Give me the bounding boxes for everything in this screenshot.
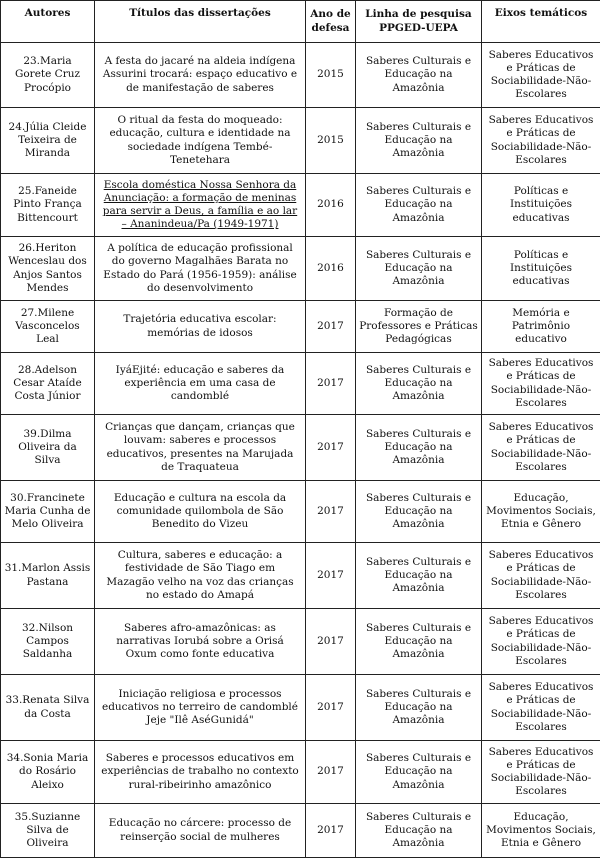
table-row bbox=[1, 301, 600, 353]
table-row bbox=[1, 108, 600, 174]
cell-autor: 32.Nilson Campos Saldanha bbox=[1, 609, 95, 675]
cell-titulo: Educação e cultura na escola da comunidade quilombola de São Benedito do Vizeu bbox=[95, 481, 306, 543]
cell-autor: 24.Júlia Cleide Teixeira de Miranda bbox=[1, 108, 95, 174]
cell-autor: 30.Francinete Maria Cunha de Melo Oliveira bbox=[1, 481, 95, 543]
table-row bbox=[1, 609, 600, 675]
cell-autor: 34.Sonia Maria do Rosário Aleixo bbox=[1, 741, 95, 804]
cell-eixo: Educação, Movimentos Sociais, Etnia e Gênero bbox=[482, 804, 600, 858]
cell-ano: 2017 bbox=[306, 804, 356, 858]
table-row bbox=[1, 543, 600, 609]
cell-ano: 2015 bbox=[306, 108, 356, 174]
cell-ano: 2017 bbox=[306, 353, 356, 415]
cell-ano: 2017 bbox=[306, 675, 356, 741]
cell-titulo: Educação no cárcere: processo de reinserção social de mulheres bbox=[95, 804, 306, 858]
cell-linha: Saberes Culturais e Educação na Amazônia bbox=[356, 609, 482, 675]
table-row bbox=[1, 804, 600, 858]
cell-titulo: Crianças que dançam, crianças que louvam: saberes e processos educativos, presentes na Marujada de Traquateua bbox=[95, 415, 306, 481]
table-row bbox=[1, 353, 600, 415]
header-row bbox=[1, 1, 600, 43]
cell-eixo: Saberes Educativos e Práticas de Sociabilidade-Não-Escolares bbox=[482, 609, 600, 675]
header-eixos: Eixos temáticos bbox=[482, 1, 600, 43]
cell-autor: 27.Milene Vasconcelos Leal bbox=[1, 301, 95, 353]
cell-eixo: Saberes Educativos e Práticas de Sociabilidade-Não-Escolares bbox=[482, 43, 600, 108]
cell-eixo: Educação, Movimentos Sociais, Etnia e Gênero bbox=[482, 481, 600, 543]
cell-eixo: Saberes Educativos e Práticas de Sociabilidade-Não-Escolares bbox=[482, 415, 600, 481]
cell-autor: 39.Dilma Oliveira da Silva bbox=[1, 415, 95, 481]
cell-titulo: Cultura, saberes e educação: a festividade de São Tiago em Mazagão velho na voz das crianças no estado do Amapá bbox=[95, 543, 306, 609]
cell-ano: 2017 bbox=[306, 741, 356, 804]
header-ano: Ano de defesa bbox=[306, 1, 356, 43]
cell-linha: Saberes Culturais e Educação na Amazônia bbox=[356, 43, 482, 108]
table-row bbox=[1, 43, 600, 108]
cell-titulo: IyáEjité: educação e saberes da experiência em uma casa de candomblé bbox=[95, 353, 306, 415]
cell-eixo: Políticas e Instituições educativas bbox=[482, 174, 600, 237]
cell-titulo: Saberes e processos educativos em experiências de trabalho no contexto rural-ribeirinho amazônico bbox=[95, 741, 306, 804]
cell-titulo: A festa do jacaré na aldeia indígena Assurini trocará: espaço educativo e de manifestação de saberes bbox=[95, 43, 306, 108]
table-row bbox=[1, 675, 600, 741]
header-linha: Linha de pesquisa PPGED-UEPA bbox=[356, 1, 482, 43]
cell-linha: Saberes Culturais e Educação na Amazônia bbox=[356, 741, 482, 804]
cell-titulo: Iniciação religiosa e processos educativos no terreiro de candomblé Jeje "Ilê AséGunidá" bbox=[95, 675, 306, 741]
cell-titulo: Trajetória educativa escolar: memórias de idosos bbox=[95, 301, 306, 353]
cell-autor: 23.Maria Gorete Cruz Procópio bbox=[1, 43, 95, 108]
cell-linha: Saberes Culturais e Educação na Amazônia bbox=[356, 108, 482, 174]
cell-eixo: Saberes Educativos e Práticas de Sociabilidade-Não-Escolares bbox=[482, 543, 600, 609]
cell-linha: Saberes Culturais e Educação na Amazônia bbox=[356, 675, 482, 741]
table-row bbox=[1, 741, 600, 804]
table-row bbox=[1, 237, 600, 301]
cell-eixo: Saberes Educativos e Práticas de Sociabilidade-Não-Escolares bbox=[482, 353, 600, 415]
cell-linha: Formação de Professores e Práticas Pedagógicas bbox=[356, 301, 482, 353]
table-row bbox=[1, 415, 600, 481]
cell-ano: 2017 bbox=[306, 301, 356, 353]
cell-ano: 2017 bbox=[306, 543, 356, 609]
cell-eixo: Saberes Educativos e Práticas de Sociabilidade-Não-Escolares bbox=[482, 108, 600, 174]
cell-eixo: Saberes Educativos e Práticas de Sociabilidade-Não-Escolares bbox=[482, 741, 600, 804]
table-row bbox=[1, 174, 600, 237]
cell-ano: 2017 bbox=[306, 415, 356, 481]
cell-ano: 2016 bbox=[306, 237, 356, 301]
cell-eixo: Saberes Educativos e Práticas de Sociabilidade-Não-Escolares bbox=[482, 675, 600, 741]
cell-linha: Saberes Culturais e Educação na Amazônia bbox=[356, 353, 482, 415]
cell-autor: 31.Marlon Assis Pastana bbox=[1, 543, 95, 609]
cell-linha: Saberes Culturais e Educação na Amazônia bbox=[356, 415, 482, 481]
cell-ano: 2017 bbox=[306, 481, 356, 543]
cell-autor: 25.Faneide Pinto França Bittencourt bbox=[1, 174, 95, 237]
cell-linha: Saberes Culturais e Educação na Amazônia bbox=[356, 481, 482, 543]
cell-titulo: Escola doméstica Nossa Senhora da Anunciação: a formação de meninas para servir a Deus, a família e ao lar – Ananindeua/Pa (1949-1971) bbox=[95, 174, 306, 237]
cell-autor: 33.Renata Silva da Costa bbox=[1, 675, 95, 741]
cell-ano: 2016 bbox=[306, 174, 356, 237]
cell-ano: 2017 bbox=[306, 609, 356, 675]
cell-eixo: Políticas e Instituições educativas bbox=[482, 237, 600, 301]
header-autores: Autores bbox=[1, 1, 95, 43]
cell-linha: Saberes Culturais e Educação na Amazônia bbox=[356, 174, 482, 237]
table-row bbox=[1, 481, 600, 543]
cell-linha: Saberes Culturais e Educação na Amazônia bbox=[356, 543, 482, 609]
cell-linha: Saberes Culturais e Educação na Amazônia bbox=[356, 237, 482, 301]
cell-autor: 28.Adelson Cesar Ataíde Costa Júnior bbox=[1, 353, 95, 415]
cell-ano: 2015 bbox=[306, 43, 356, 108]
cell-titulo: O ritual da festa do moqueado: educação, cultura e identidade na sociedade indígena Tembé-Tenetehara bbox=[95, 108, 306, 174]
cell-linha: Saberes Culturais e Educação na Amazônia bbox=[356, 804, 482, 858]
cell-autor: 26.Heriton Wenceslau dos Anjos Santos Mendes bbox=[1, 237, 95, 301]
cell-eixo: Memória e Patrimônio educativo bbox=[482, 301, 600, 353]
cell-autor: 35.Suzianne Silva de Oliveira bbox=[1, 804, 95, 858]
header-titulos: Títulos das dissertações bbox=[95, 1, 306, 43]
cell-titulo: Saberes afro-amazônicas: as narrativas Iorubá sobre a Orisá Oxum como fonte educativa bbox=[95, 609, 306, 675]
cell-titulo: A política de educação profissional do governo Magalhães Barata no Estado do Pará (1956-1959): análise do desenvolvimento bbox=[95, 237, 306, 301]
